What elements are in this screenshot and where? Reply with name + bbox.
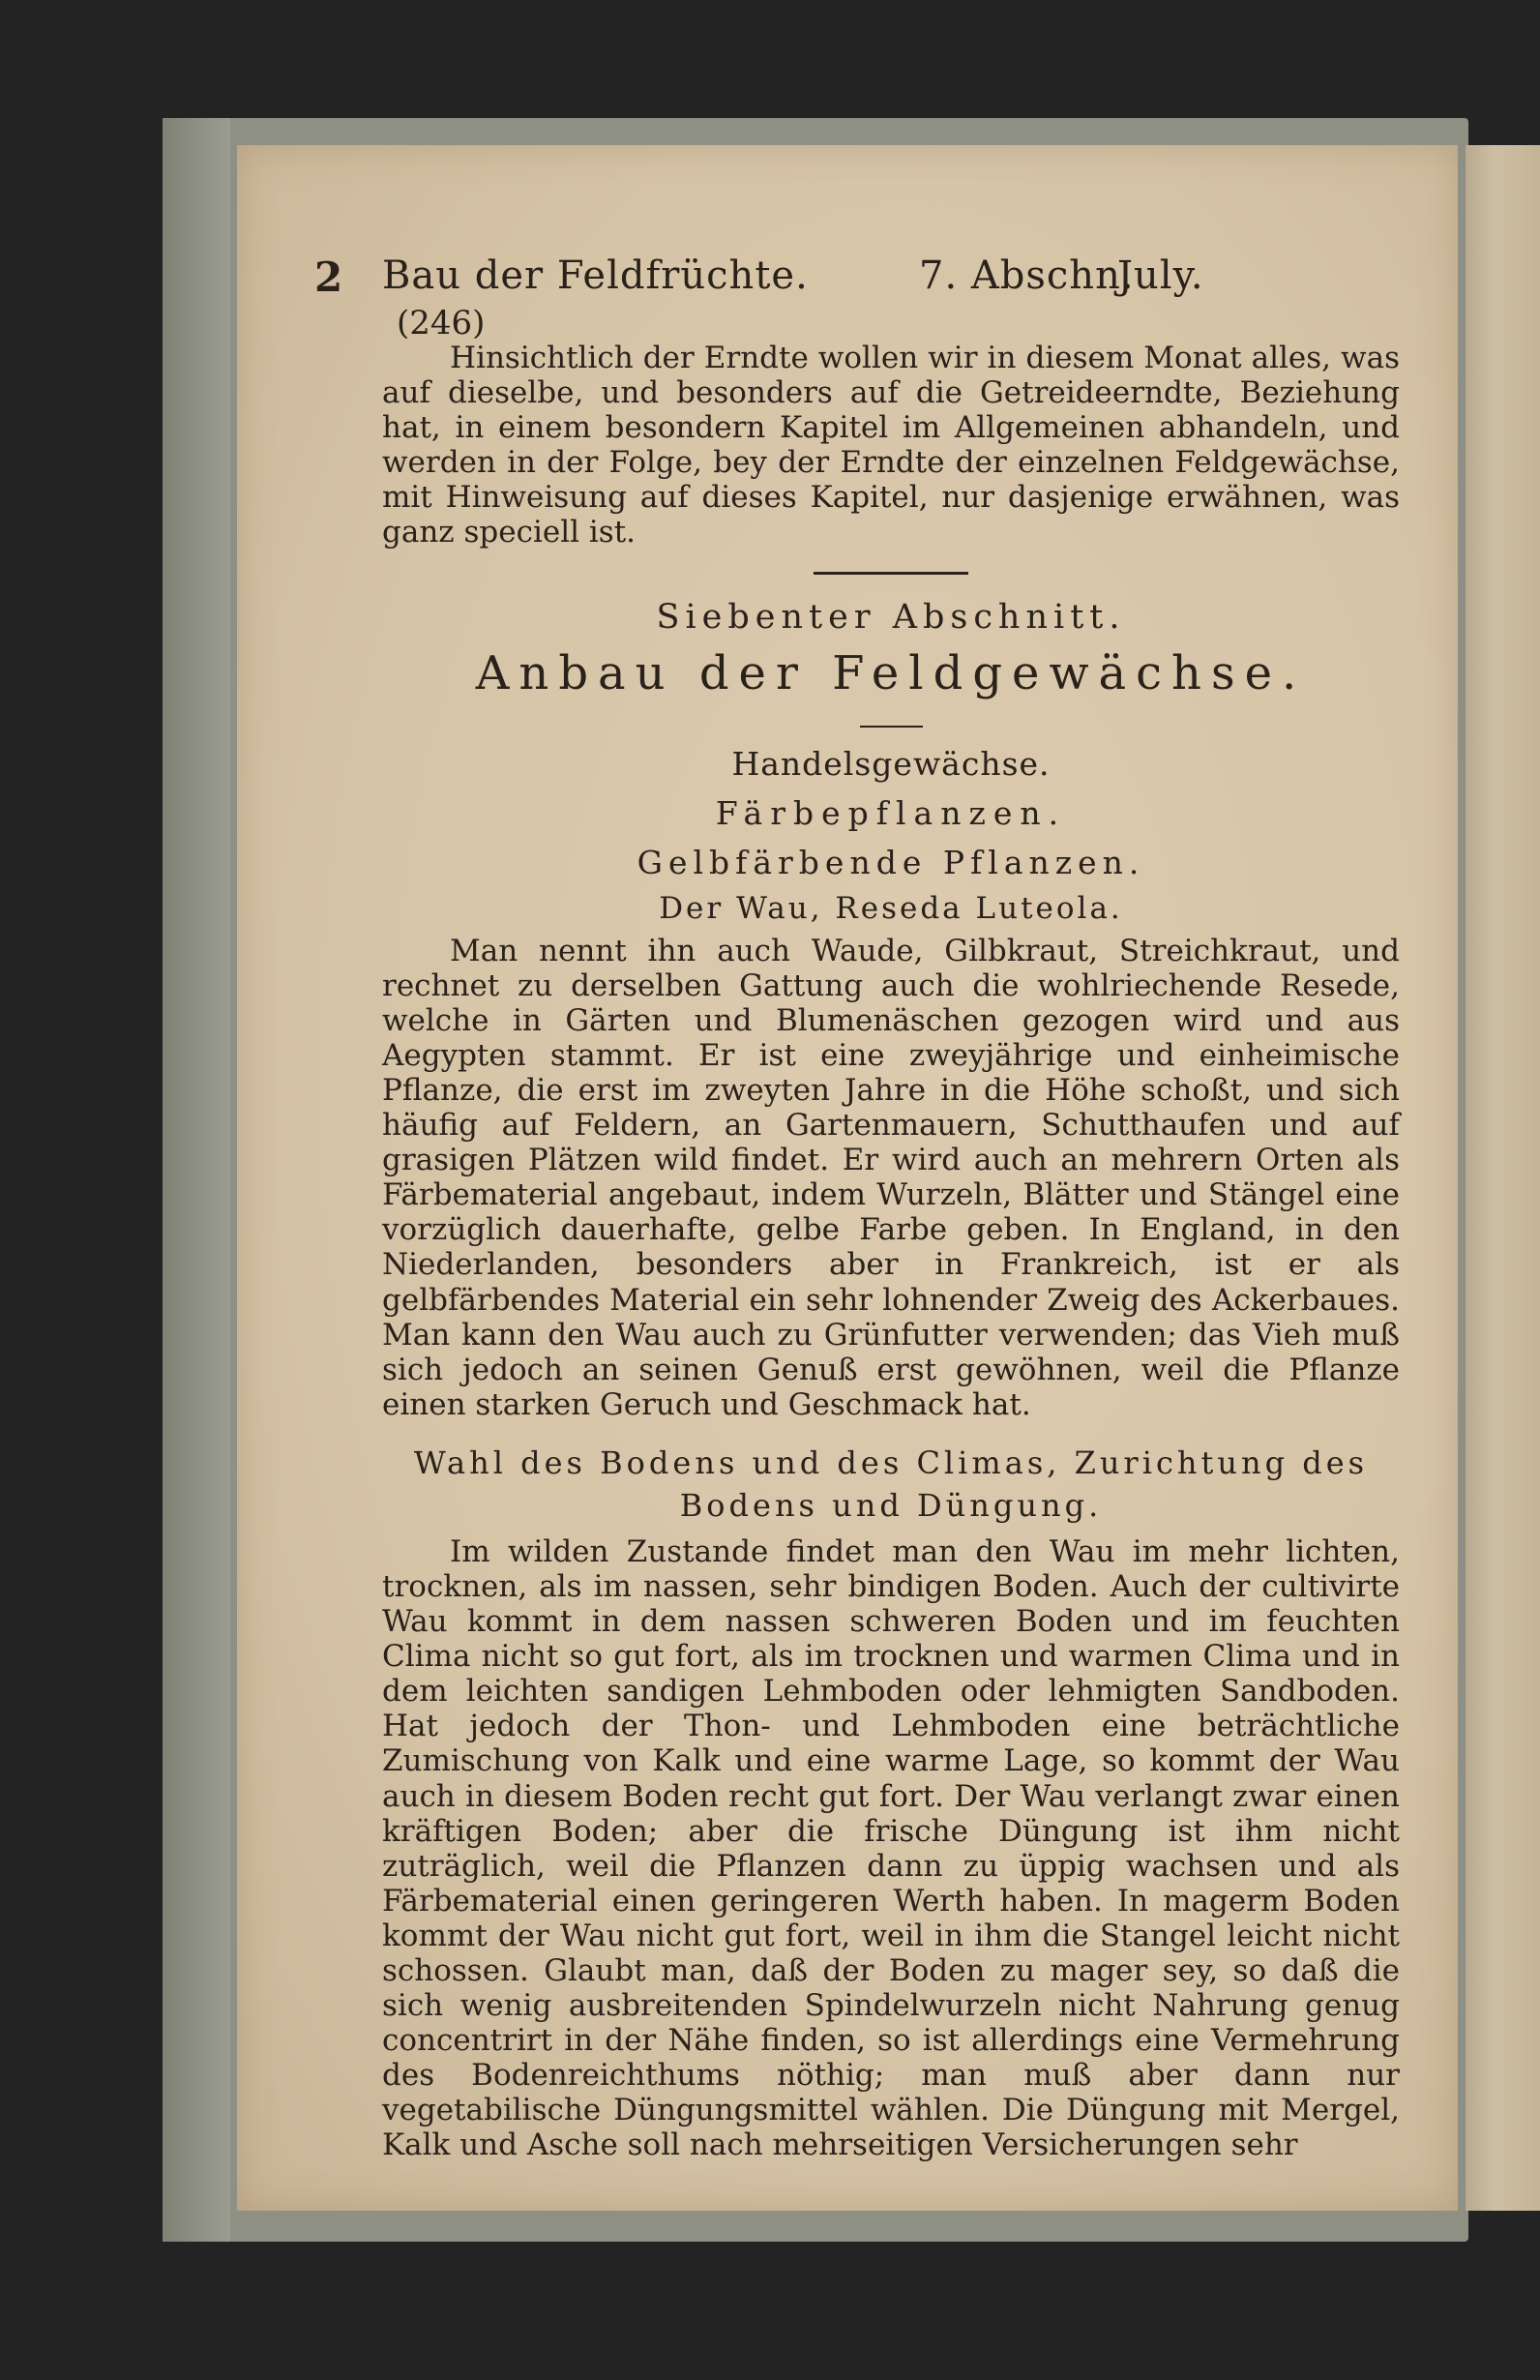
- running-title: Bau der Feldfrüchte.: [382, 253, 809, 298]
- subheading-subgroup: Färbepflanzen.: [715, 793, 1067, 832]
- paragraph-wau-description: Man nennt ihn auch Waude, Gilbkraut, Streichkraut, und rechnet zu derselben Gattung auch die wohlriechende Resede, welche in Gärten und Blumenäschen gezogen wird und aus Aegypten stammt. Er ist eine zweyjährige und einheimische Pflanze, die erst im zweyten Jahre in die Höhe schoßt, und sich häufig auf Feldern, an Gartenmauern, Schutthaufen und auf grasigen Plätzen wild findet. Er wird auch an mehrern Orten als Färbematerial angebaut, indem Wurzeln, Blätter und Stängel eine vorzüglich dauerhafte, gelbe Farbe geben. In England, in den Niederlanden, besonders aber in Frankreich, ist er als gelbfärbendes Material ein sehr lohnender Zweig des Ackerbaues. Man kann den Wau auch zu Grünfutter verwenden; das Vieh muß sich jedoch an seinen Genuß erst gewöhnen, weil die Pflanze einen starken Geruch und Geschmack hat.: [382, 933, 1400, 1422]
- subheading-kind: Gelbfärbende Pflanzen.: [637, 843, 1145, 881]
- section-number: Siebenter Abschnitt.: [656, 597, 1126, 637]
- page-marker: (246): [397, 304, 486, 342]
- page-number: 2: [314, 253, 344, 301]
- subheading-group: Handelsgewächse.: [731, 744, 1051, 783]
- facing-page-edge: [1466, 145, 1540, 2211]
- heading-soil-climate: Wahl des Bodens und des Climas, Zurichtung des Bodens und Düngung.: [413, 1443, 1369, 1524]
- chapter-label: 7. Abschn.: [919, 253, 1135, 298]
- section-title: Anbau der Feldgewächse.: [475, 645, 1307, 700]
- binding-edge: [163, 118, 230, 2242]
- title-divider: [860, 726, 923, 728]
- intro-paragraph: Hinsichtlich der Erndte wollen wir in diesem Monat alles, was auf dieselbe, und besonders auf die Getreideerndte, Beziehung hat, in einem besondern Kapitel im Allgemeinen abhandeln, und werden in der Folge, bey der Erndte der einzelnen Feldgewächse, mit Hinweisung auf dieses Kapitel, nur dasjenige erwähnen, was ganz speciell ist.: [382, 341, 1400, 550]
- section-divider: [814, 572, 968, 575]
- subheading-plant: Der Wau, Reseda Luteola.: [659, 890, 1123, 926]
- paragraph-soil: Im wilden Zustande findet man den Wau im mehr lichten, trocknen, als im nassen, sehr bindigen Boden. Auch der cultivirte Wau kommt in dem nassen schweren Boden und im feuchten Clima nicht so gut fort, als im trocknen und warmen Clima und in dem leichten sandigen Lehmboden oder lehmigten Sandboden. Hat jedoch der Thon- und Lehmboden eine beträchtliche Zumischung von Kalk und eine warme Lage, so kommt der Wau auch in diesem Boden recht gut fort. Der Wau verlangt zwar einen kräftigen Boden; aber die frische Düngung ist ihm nicht zuträglich, weil die Pflanzen dann zu üppig wachsen und als Färbematerial einen geringeren Werth haben. In magerm Boden kommt der Wau nicht gut fort, weil in ihm die Stangel leicht nicht schossen. Glaubt man, daß der Boden zu mager sey, so daß die sich wenig ausbreitenden Spindelwurzeln nicht Nahrung genug concentrirt in der Nähe finden, so ist allerdings eine Vermehrung des Bodenreichthums nöthig; man muß aber dann nur vegetabilische Düngungsmittel wählen. Die Düngung mit Mergel, Kalk und Asche soll nach mehrseitigen Versicherungen sehr: [382, 1533, 1400, 2163]
- page-text: [314, 253, 1400, 2163]
- month-label: July.: [1117, 253, 1204, 298]
- running-header: [314, 253, 1400, 302]
